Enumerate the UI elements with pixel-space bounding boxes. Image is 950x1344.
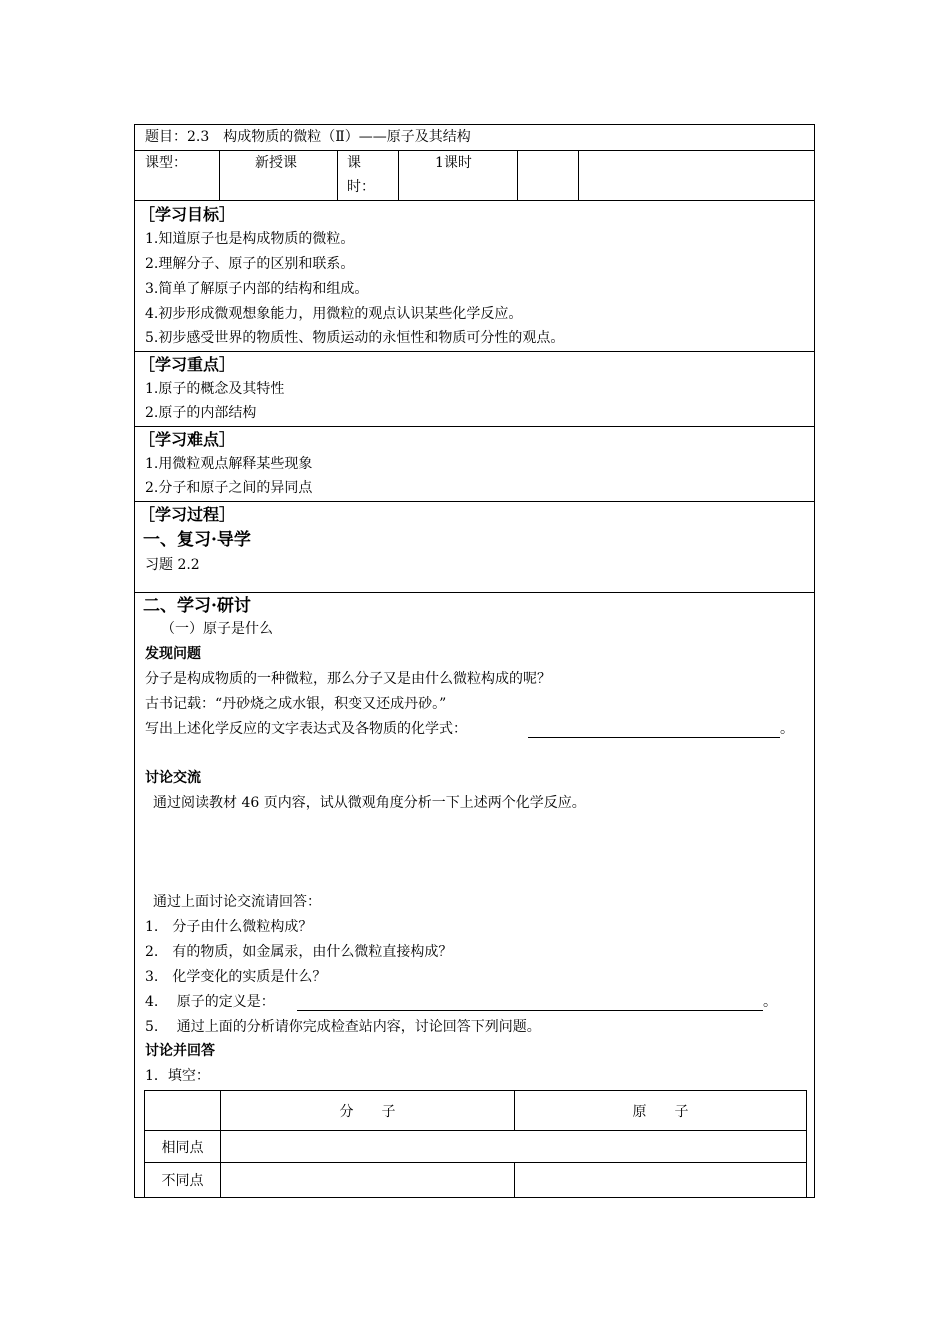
fill-label: 1．填空： xyxy=(145,1068,210,1084)
difficulties-section xyxy=(135,427,814,502)
review-text: 习题 2.2 xyxy=(145,557,200,573)
difficulty-item: 2.分子和原子之间的异同点 xyxy=(145,480,313,496)
objective-item: 2.理解分子、原子的区别和联系。 xyxy=(145,256,355,272)
comparison-table xyxy=(144,1090,807,1198)
diff-atom-cell[interactable] xyxy=(515,1163,807,1198)
corner-cell xyxy=(145,1091,221,1131)
difficulties-heading: ［学习难点］ xyxy=(139,430,236,449)
discuss-heading: 讨论交流 xyxy=(145,770,201,786)
objectives-heading: ［学习目标］ xyxy=(139,205,236,224)
definition-period: 。 xyxy=(763,994,777,1010)
molecule-header: 分 子 xyxy=(221,1091,515,1131)
same-answer-cell[interactable] xyxy=(221,1131,807,1163)
same-row-label: 相同点 xyxy=(145,1131,221,1163)
key-point-item: 1.原子的概念及其特性 xyxy=(145,381,285,397)
process-review-section xyxy=(135,502,814,593)
title-row xyxy=(135,125,814,151)
formula-period: 。 xyxy=(780,721,794,737)
objective-item: 5.初步感受世界的物质性、物质运动的永恒性和物质可分性的观点。 xyxy=(145,330,565,346)
study-subtitle: （一）原子是什么 xyxy=(161,621,273,637)
answer-heading: 讨论并回答 xyxy=(145,1043,215,1059)
hours-label-line2: 时： xyxy=(347,179,375,195)
hours-value: 1课时 xyxy=(435,155,472,171)
question-item: 1. 分子由什么微粒构成？ xyxy=(145,919,313,935)
lesson-title: 题目：2.3 构成物质的微粒（Ⅱ）——原子及其结构 xyxy=(145,129,471,145)
question-item: 2. 有的物质，如金属汞，由什么微粒直接构成？ xyxy=(145,944,453,960)
discover-heading: 发现问题 xyxy=(145,646,201,662)
diff-row-label: 不同点 xyxy=(145,1163,221,1198)
process-heading: ［学习过程］ xyxy=(139,505,236,524)
atom-definition-blank[interactable] xyxy=(297,994,763,1011)
atom-header: 原 子 xyxy=(515,1091,807,1131)
review-title: 一、复习·导学 xyxy=(143,530,251,550)
formula-answer-blank[interactable] xyxy=(528,721,780,738)
discover-line: 写出上述化学反应的文字表达式及各物质的化学式： xyxy=(145,721,467,737)
study-title: 二、学习·研讨 xyxy=(143,596,251,616)
course-type-value: 新授课 xyxy=(255,155,297,171)
key-points-heading: ［学习重点］ xyxy=(139,355,236,374)
course-type-label: 课型： xyxy=(145,155,187,171)
question-item: 5. 通过上面的分析请你完成检查站内容，讨论回答下列问题。 xyxy=(145,1019,541,1035)
objective-item: 4.初步形成微观想象能力，用微粒的观点认识某些化学反应。 xyxy=(145,306,523,322)
discover-line: 分子是构成物质的一种微粒，那么分子又是由什么微粒构成的呢？ xyxy=(145,671,551,687)
objective-item: 1.知道原子也是构成物质的微粒。 xyxy=(145,231,355,247)
hours-label-line1: 课 xyxy=(347,155,361,171)
key-point-item: 2.原子的内部结构 xyxy=(145,405,257,421)
answer-intro: 通过上面讨论交流请回答： xyxy=(153,894,321,910)
discover-line: 古书记载：“丹砂烧之成水银，积变又还成丹砂。” xyxy=(145,696,447,712)
question-item: 4. 原子的定义是： xyxy=(145,994,275,1010)
objective-item: 3.简单了解原子内部的结构和组成。 xyxy=(145,281,369,297)
diff-molecule-cell[interactable] xyxy=(221,1163,515,1198)
course-info-row xyxy=(135,151,814,201)
discuss-text: 通过阅读教材 46 页内容，试从微观角度分析一下上述两个化学反应。 xyxy=(153,795,586,811)
lesson-plan-table xyxy=(134,124,815,1198)
difficulty-item: 1.用微粒观点解释某些现象 xyxy=(145,456,313,472)
key-points-section xyxy=(135,352,814,427)
objectives-section xyxy=(135,201,814,352)
question-item: 3. 化学变化的实质是什么？ xyxy=(145,969,327,985)
